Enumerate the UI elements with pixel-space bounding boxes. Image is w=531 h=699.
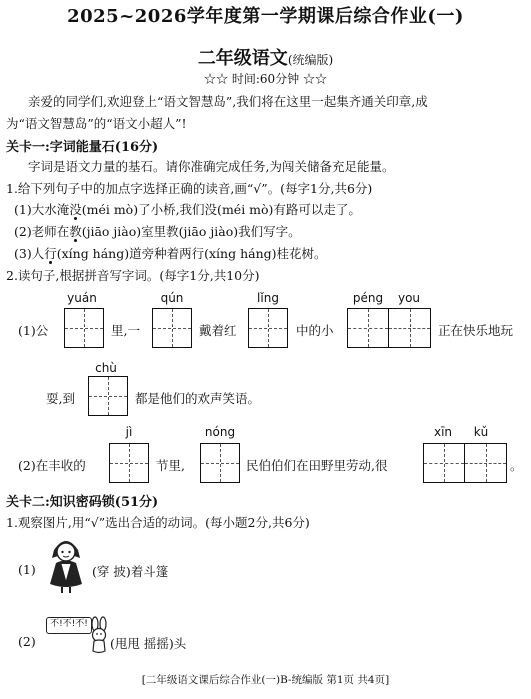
pinyin-ji: jì — [125, 425, 133, 439]
grid-cell — [249, 309, 287, 347]
q2-r3-text-1: (2)在丰收的 — [18, 458, 86, 473]
q1-item-1-text-a: (1)大水淹 — [14, 202, 70, 217]
pinyin-you: you — [397, 291, 421, 305]
pinyin-peng: péng — [352, 291, 384, 305]
answer-box-ji[interactable] — [109, 443, 149, 483]
q1-item-2-dotted-char: 教 — [69, 224, 82, 239]
pinyin-chu: chù — [95, 361, 117, 375]
q1-item-1 — [14, 200, 361, 218]
s2-item-1-number: (1) — [18, 562, 36, 577]
q2-r1-text-1: (1)公 — [18, 323, 49, 338]
answer-box-xinku[interactable] — [423, 443, 507, 483]
grid-cell — [89, 377, 127, 415]
q2-r3-text-3: 民伯伯们在田野里劳动,很 — [246, 458, 388, 473]
guide-h — [65, 328, 103, 329]
time-limit: ☆☆ 时间:60分钟 ☆☆ — [204, 72, 327, 86]
grid-cell — [465, 444, 506, 482]
section1-description: 字词是语文力量的基石。请你准确完成任务,为闯关储备充足能量。 — [28, 159, 395, 174]
grid-cell — [201, 444, 239, 482]
q1-item-3-text-a: (3)人 — [14, 246, 45, 261]
q2-r3-text-2: 节里, — [156, 458, 185, 473]
rabbit-illustration — [86, 616, 112, 654]
guide-h — [201, 463, 239, 464]
q1-item-2-text-b: (jiāo jiào)室里教(jiāo jiào)我们写字。 — [81, 224, 301, 239]
q1-item-2 — [14, 222, 301, 240]
edition-label: (统编版) — [287, 53, 334, 67]
page-footer: [二年级语文课后综合作业(一)B-统编版 第1页 共4页] — [141, 674, 390, 686]
s2-item-2-text: (甩甩 摇摇)头 — [110, 636, 187, 651]
intro-line-1: 亲爱的同学们,欢迎登上“语文智慧岛”,我们将在这里一起集齐通关印章,成 — [28, 94, 428, 109]
q2-stem: 2.读句子,根据拼音写字词。(每字1分,共10分) — [6, 268, 260, 283]
subject-name: 二年级语文 — [197, 48, 288, 69]
speech-bubble: 不!不!不! — [46, 617, 92, 634]
guide-h — [424, 463, 464, 464]
guide-h — [153, 328, 191, 329]
guide-h — [110, 463, 148, 464]
subject-title — [0, 44, 531, 70]
pinyin-qun: qún — [160, 291, 184, 305]
pinyin-ling: lǐng — [257, 291, 279, 305]
answer-box-ling[interactable] — [248, 308, 288, 348]
s2-item-1-text: (穿 披)着斗篷 — [92, 564, 169, 579]
q1-stem: 1.给下列句子中的加点字选择正确的读音,画“√”。(每字1分,共6分) — [6, 181, 373, 196]
grid-cell — [153, 309, 191, 347]
guide-h — [389, 328, 430, 329]
q2-r2-text-1: 耍,到 — [46, 391, 75, 406]
guide-h — [249, 328, 287, 329]
q1-item-1-text-b: (méi mò)了小桥,我们没(méi mò)有路可以走了。 — [81, 202, 361, 217]
q2-r2-text-2: 都是他们的欢声笑语。 — [135, 391, 261, 406]
document-title: 2025~2026学年度第一学期课后综合作业(一) — [67, 6, 464, 27]
q1-item-3 — [14, 244, 327, 262]
intro-line-2: 为“语文智慧岛”的“语文小超人”! — [6, 116, 187, 131]
q2-r1-text-5: 正在快乐地玩 — [438, 323, 514, 338]
pinyin-nong: nóng — [204, 425, 236, 439]
pinyin-xin: xīn — [433, 425, 453, 439]
answer-box-pengyou[interactable] — [347, 308, 431, 348]
guide-h — [348, 328, 388, 329]
q1-item-3-dotted-char: 行 — [44, 246, 57, 261]
grid-cell — [110, 444, 148, 482]
grid-cell — [348, 309, 389, 347]
q2-r1-text-4: 中的小 — [296, 323, 334, 338]
grid-cell — [389, 309, 430, 347]
s2-item-2-number: (2) — [18, 634, 36, 649]
grid-cell — [65, 309, 103, 347]
pinyin-yuan: yuán — [67, 291, 97, 305]
q1-item-2-text-a: (2)老师在 — [14, 224, 70, 239]
q1-item-1-dotted-char: 没 — [69, 202, 82, 217]
q2-r1-text-3: 戴着红 — [199, 323, 237, 338]
q1-item-3-text-b: (xíng háng)道旁种着两行(xíng háng)桂花树。 — [56, 246, 327, 261]
s2-q1-stem: 1.观察图片,用“√”选出合适的动词。(每小题2分,共6分) — [6, 515, 310, 530]
pinyin-ku: kǔ — [473, 425, 489, 439]
guide-h — [465, 463, 506, 464]
q2-r3-text-4: 。 — [510, 458, 523, 473]
grid-cell — [424, 444, 465, 482]
answer-box-nong[interactable] — [200, 443, 240, 483]
answer-box-qun[interactable] — [152, 308, 192, 348]
section1-heading: 关卡一:字词能量石(16分) — [6, 140, 159, 155]
girl-cape-illustration — [44, 534, 88, 594]
answer-box-yuan[interactable] — [64, 308, 104, 348]
guide-h — [89, 396, 127, 397]
section2-heading: 关卡二:知识密码锁(51分) — [6, 495, 159, 510]
answer-box-chu[interactable] — [88, 376, 128, 416]
q2-r1-text-2: 里,一 — [111, 323, 140, 338]
